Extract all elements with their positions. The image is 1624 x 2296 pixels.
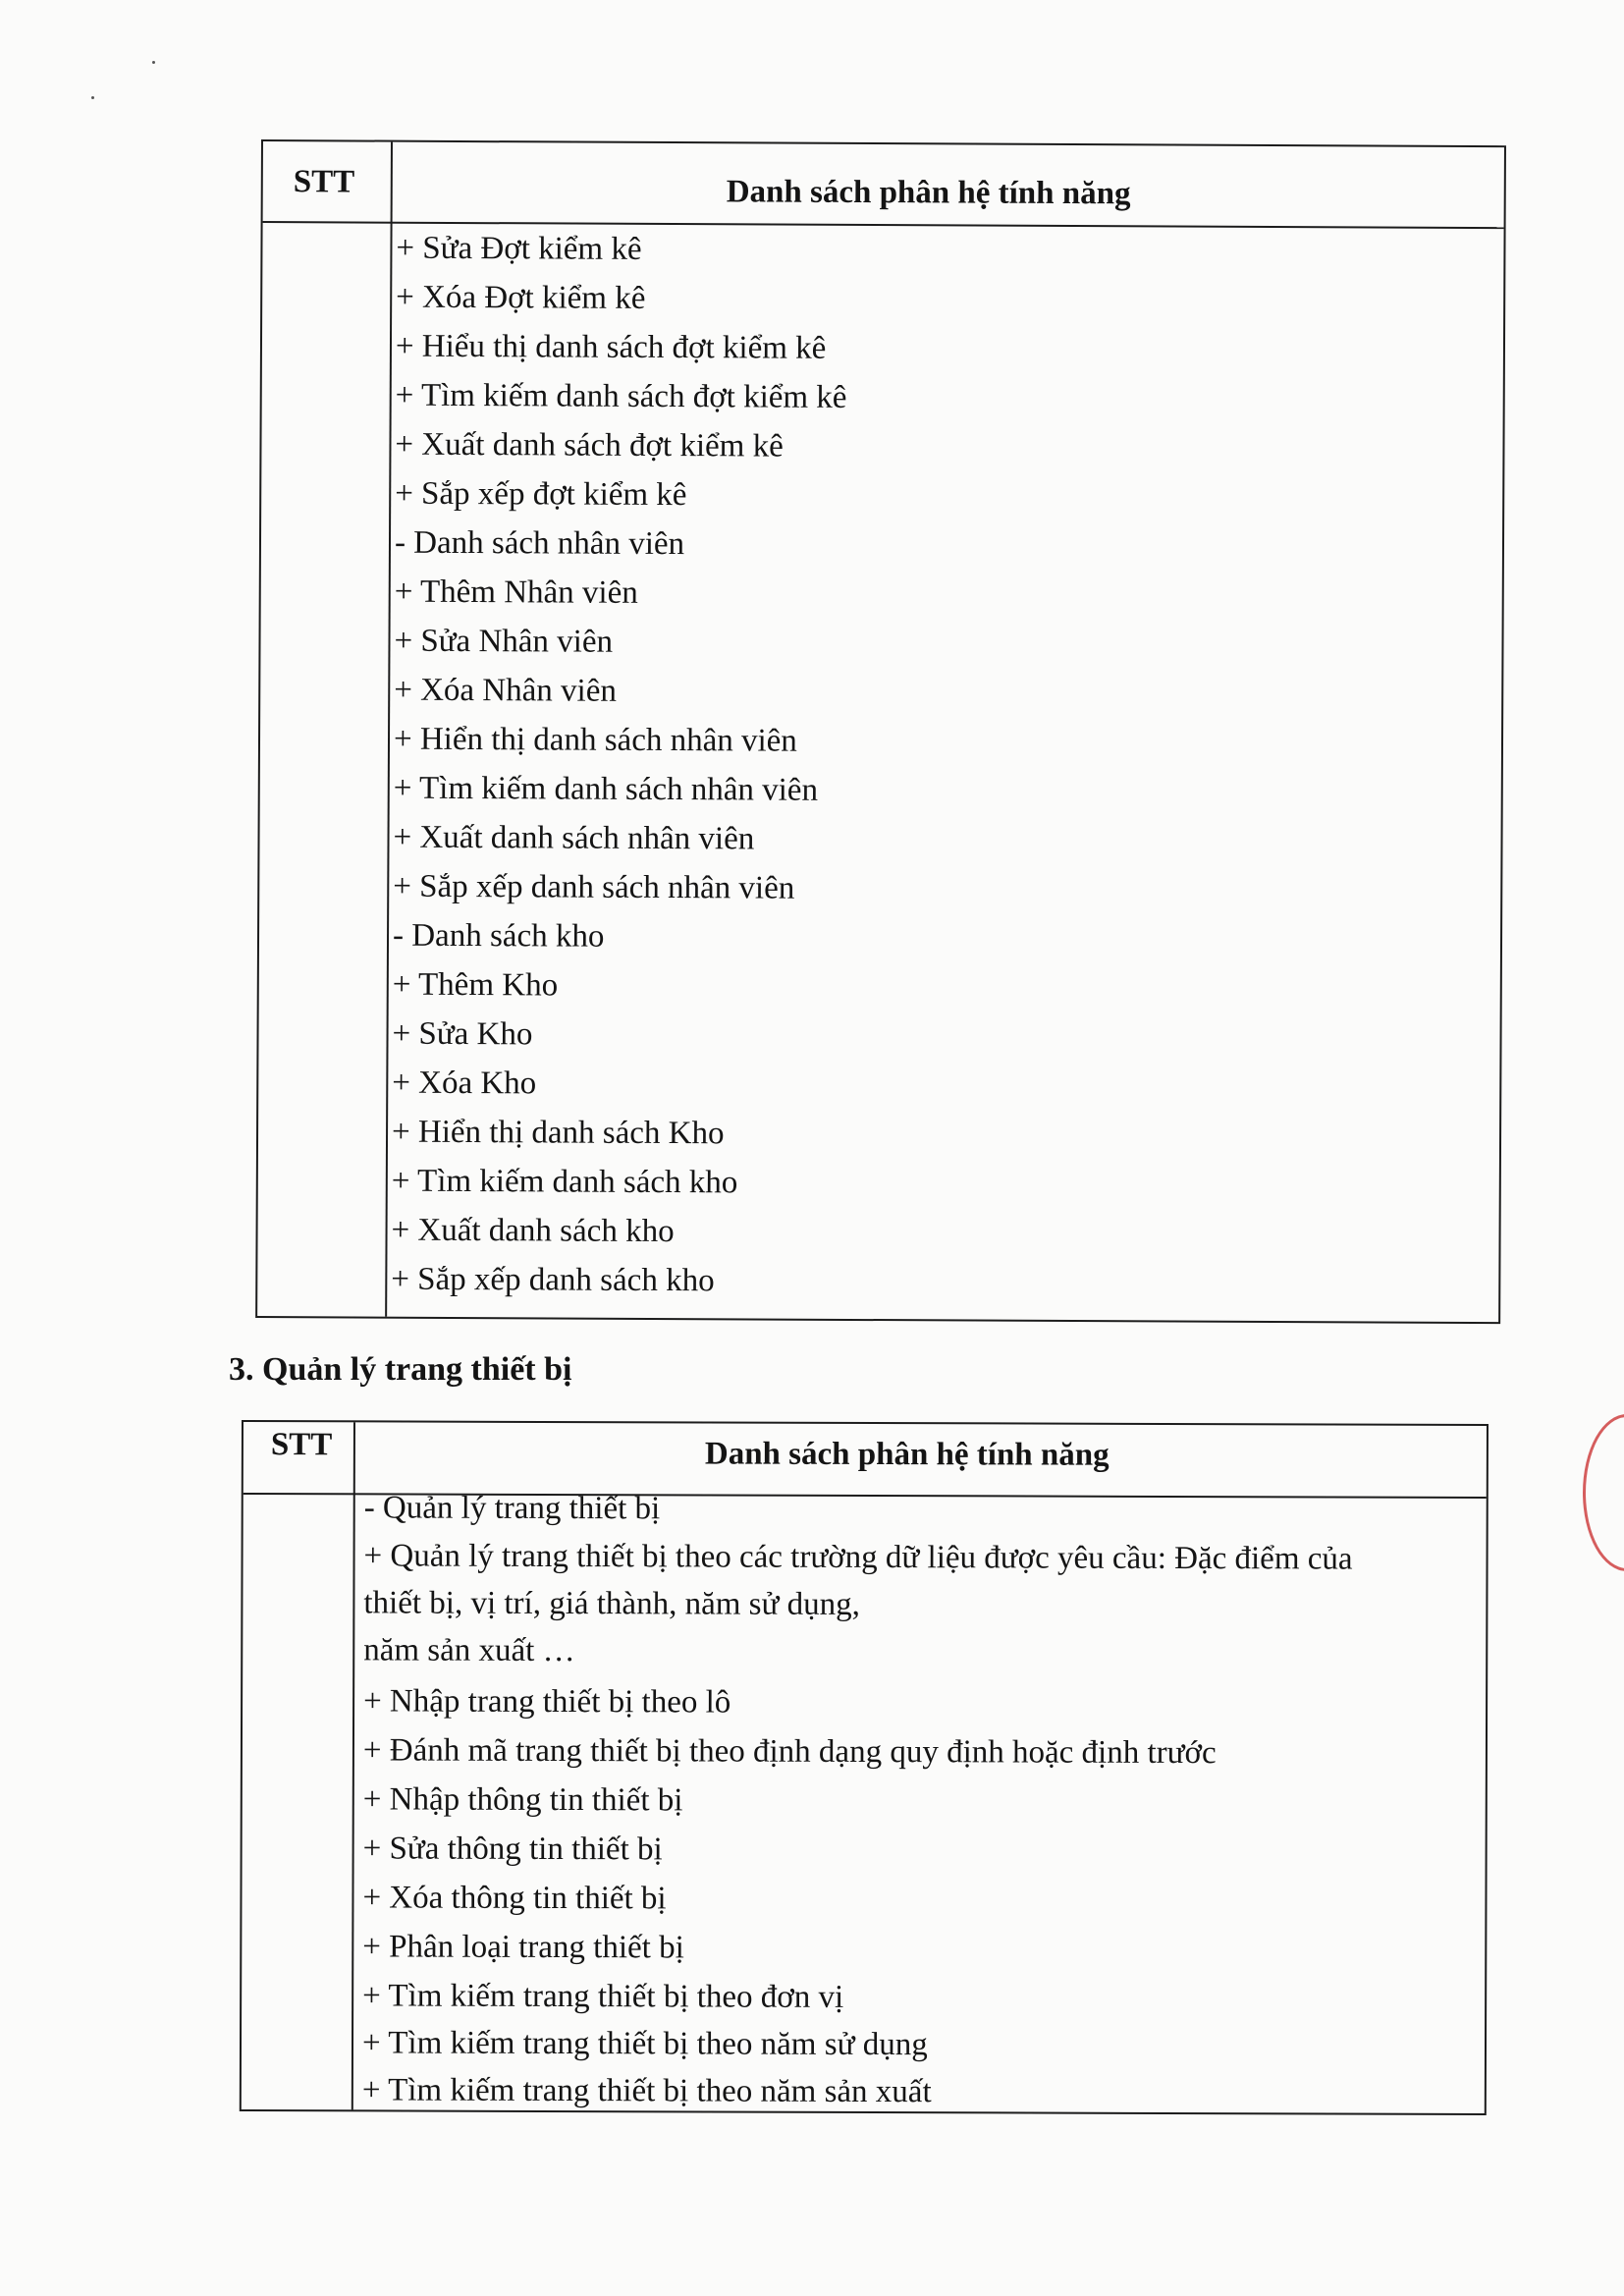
column-divider <box>352 1422 355 2109</box>
red-stamp-edge <box>1583 1414 1624 1571</box>
list-item: + Tìm kiếm danh sách nhân viên <box>393 770 819 808</box>
scan-speck <box>91 96 94 99</box>
list-item: + Hiển thị danh sách nhân viên <box>393 721 797 759</box>
list-item: + Sắp xếp danh sách nhân viên <box>393 868 795 906</box>
list-item: + Xuất danh sách nhân viên <box>393 819 755 857</box>
list-item: + Tìm kiếm trang thiết bị theo đơn vị <box>362 1978 844 2015</box>
list-item: + Nhập thông tin thiết bị <box>362 1781 683 1819</box>
header-stt: STT <box>293 164 355 200</box>
list-item: + Đánh mã trang thiết bị theo định dạng quy định hoặc định trước <box>362 1732 1217 1772</box>
header-title: Danh sách phân hệ tính năng <box>726 174 1131 212</box>
list-item: + Sắp xếp đợt kiểm kê <box>395 475 687 514</box>
header-stt: STT <box>270 1427 333 1463</box>
list-item: + Sắp xếp danh sách kho <box>391 1261 715 1299</box>
list-item: + Quản lý trang thiết bị theo các trường dữ liệu được yêu cầu: Đặc điểm của <box>363 1538 1353 1577</box>
list-item: + Tìm kiếm danh sách kho <box>391 1163 738 1201</box>
list-item: + Tìm kiếm danh sách đợt kiểm kê <box>395 377 847 415</box>
list-item: + Phân loại trang thiết bị <box>362 1929 684 1966</box>
feature-table-1 <box>255 139 1506 1324</box>
list-item: + Sửa Nhân viên <box>394 623 614 660</box>
section-heading: 3. Quản lý trang thiết bị <box>229 1351 572 1388</box>
list-item: thiết bị, vị trí, giá thành, năm sử dụng, <box>363 1585 860 1622</box>
list-item: + Xóa Đợt kiểm kê <box>396 279 646 316</box>
list-item: + Sửa Kho <box>392 1015 533 1053</box>
list-item: + Nhập trang thiết bị theo lô <box>363 1683 731 1721</box>
list-item: + Sửa thông tin thiết bị <box>362 1831 663 1868</box>
list-item: + Hiểu thị danh sách đợt kiểm kê <box>395 328 827 366</box>
list-item: + Hiển thị danh sách Kho <box>391 1114 725 1152</box>
list-item: + Xóa Nhân viên <box>394 672 617 709</box>
list-item: - Danh sách nhân viên <box>394 524 685 563</box>
feature-table-2 <box>240 1420 1489 2115</box>
scan-speck <box>152 61 155 64</box>
list-item: + Thêm Nhân viên <box>394 574 638 611</box>
list-item: + Xuất danh sách kho <box>391 1212 675 1250</box>
list-item: - Danh sách kho <box>392 917 605 955</box>
list-item: + Tìm kiếm trang thiết bị theo năm sản xuất <box>361 2072 932 2110</box>
list-item: năm sản xuất … <box>363 1632 575 1669</box>
list-item: - Quản lý trang thiết bị <box>363 1490 661 1527</box>
list-item: + Xuất danh sách đợt kiểm kê <box>395 426 784 465</box>
list-item: + Sửa Đợt kiểm kê <box>396 230 642 267</box>
header-title: Danh sách phân hệ tính năng <box>704 1436 1110 1473</box>
list-item: + Thêm Kho <box>392 966 559 1004</box>
list-item: + Tìm kiếm trang thiết bị theo năm sử dụng <box>361 2025 928 2063</box>
list-item: + Xóa thông tin thiết bị <box>362 1880 667 1917</box>
list-item: + Xóa Kho <box>392 1065 537 1102</box>
